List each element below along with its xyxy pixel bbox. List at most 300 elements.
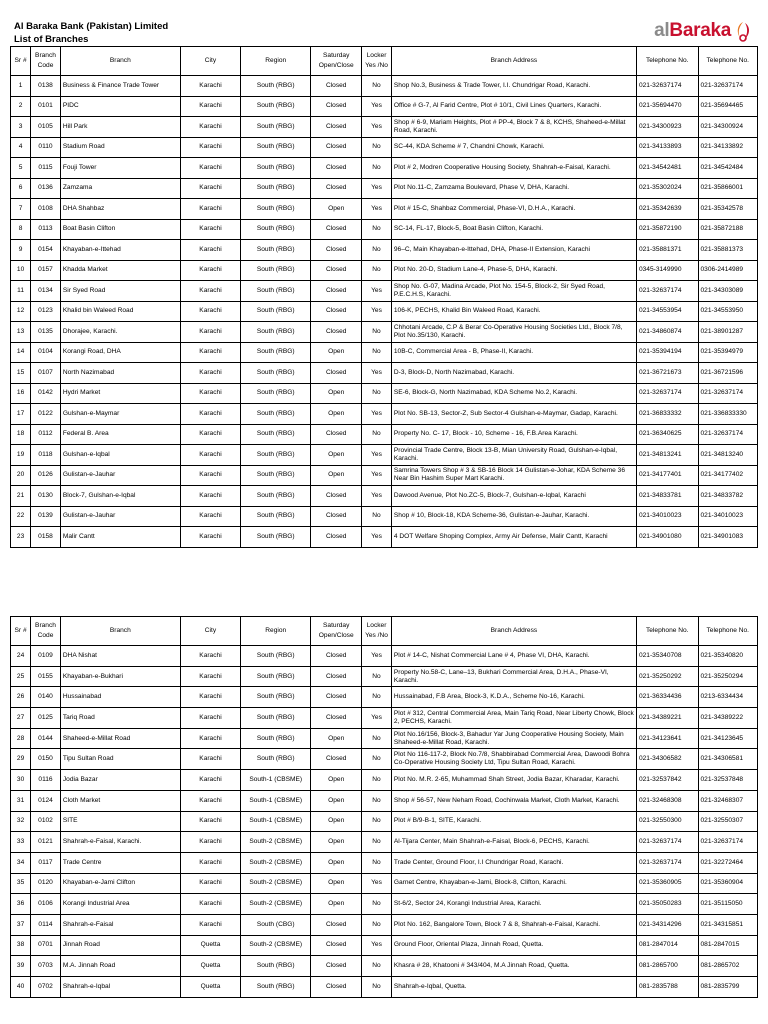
branch-code-cell: 0116 xyxy=(31,770,61,791)
telephone-2-cell: 021-32637174 xyxy=(698,424,758,445)
address-cell: Shahrah-e-Iqbal, Quetta. xyxy=(391,977,636,998)
logo-wordmark: alBaraka xyxy=(654,20,731,41)
branch-name-cell: PIDC xyxy=(60,96,180,117)
column-header: Sr # xyxy=(11,47,31,76)
branch-name-cell: Federal B. Area xyxy=(60,424,180,445)
telephone-2-cell: 021-32637174 xyxy=(698,832,758,853)
column-header: City xyxy=(180,47,240,76)
locker-cell: Yes xyxy=(362,708,392,729)
region-cell: South (RBG) xyxy=(241,137,311,158)
sr-cell: 7 xyxy=(11,199,31,220)
branch-code-cell: 0130 xyxy=(31,486,61,507)
saturday-cell: Open xyxy=(311,199,362,220)
region-cell: South (RBG) xyxy=(241,749,311,770)
telephone-2-cell: 021-32537848 xyxy=(698,770,758,791)
logo-emblem-icon xyxy=(732,19,754,43)
telephone-2-cell: 021-336833330 xyxy=(698,404,758,425)
telephone-1-cell: 021-35694470 xyxy=(636,96,698,117)
region-cell: South (RBG) xyxy=(241,977,311,998)
branch-code-cell: 0139 xyxy=(31,506,61,527)
telephone-1-cell: 021-36334436 xyxy=(636,687,698,708)
branch-code-cell: 0138 xyxy=(31,76,61,97)
telephone-1-cell: 021-34314296 xyxy=(636,914,698,935)
saturday-cell: Closed xyxy=(311,977,362,998)
branch-name-cell: Cloth Market xyxy=(60,790,180,811)
region-cell: South-1 (CBSME) xyxy=(241,811,311,832)
address-cell: St-6/2, Sector 24, Korangi Industrial Area, Karachi. xyxy=(391,894,636,915)
table-row xyxy=(11,260,758,281)
table-row xyxy=(11,404,758,425)
telephone-2-cell: 021-35394979 xyxy=(698,342,758,363)
branch-name-cell: Trade Centre xyxy=(60,852,180,873)
telephone-1-cell: 021-32550300 xyxy=(636,811,698,832)
saturday-cell: Closed xyxy=(311,935,362,956)
table-header-row xyxy=(11,617,758,646)
sr-cell: 37 xyxy=(11,914,31,935)
sr-cell: 3 xyxy=(11,117,31,138)
branch-name-cell: Gulistan-e-Jauhar xyxy=(60,465,180,486)
region-cell: South (RBG) xyxy=(241,506,311,527)
saturday-cell: Closed xyxy=(311,281,362,302)
city-cell: Karachi xyxy=(180,260,240,281)
city-cell: Karachi xyxy=(180,76,240,97)
region-cell: South (RBG) xyxy=(241,728,311,749)
locker-cell: No xyxy=(362,894,392,915)
saturday-cell: Closed xyxy=(311,76,362,97)
locker-cell: No xyxy=(362,914,392,935)
city-cell: Karachi xyxy=(180,527,240,548)
city-cell: Quetta xyxy=(180,977,240,998)
column-header: Locker Yes /No xyxy=(362,617,392,646)
city-cell: Karachi xyxy=(180,852,240,873)
address-cell: Provincial Trade Centre, Block 13-B, Mian University Road, Gulshan-e-Iqbal, Karachi. xyxy=(391,445,636,466)
sr-cell: 32 xyxy=(11,811,31,832)
locker-cell: No xyxy=(362,322,392,343)
sr-cell: 5 xyxy=(11,158,31,179)
column-header: Branch Code xyxy=(31,617,61,646)
region-cell: South (RBG) xyxy=(241,687,311,708)
branch-code-cell: 0102 xyxy=(31,811,61,832)
albaraka-logo xyxy=(654,18,754,44)
branch-name-cell: M.A. Jinnah Road xyxy=(60,956,180,977)
locker-cell: No xyxy=(362,424,392,445)
telephone-1-cell: 021-34860874 xyxy=(636,322,698,343)
locker-cell: No xyxy=(362,666,392,687)
table-row xyxy=(11,76,758,97)
saturday-cell: Closed xyxy=(311,708,362,729)
city-cell: Karachi xyxy=(180,342,240,363)
branch-name-cell: Khayaban-e-Ittehad xyxy=(60,240,180,261)
branch-code-cell: 0109 xyxy=(31,646,61,667)
region-cell: South (RBG) xyxy=(241,322,311,343)
telephone-2-cell: 021-35881373 xyxy=(698,240,758,261)
branch-code-cell: 0124 xyxy=(31,790,61,811)
saturday-cell: Closed xyxy=(311,666,362,687)
address-cell: Plot # 15-C, Shahbaz Commercial, Phase-VI, D.H.A., Karachi. xyxy=(391,199,636,220)
saturday-cell: Open xyxy=(311,811,362,832)
telephone-2-cell: 021-34542484 xyxy=(698,158,758,179)
telephone-1-cell: 021-34389221 xyxy=(636,708,698,729)
telephone-1-cell: 021-35342639 xyxy=(636,199,698,220)
address-cell: Plot # 14-C, Nishat Commercial Lane # 4, Phase VI, DHA, Karachi. xyxy=(391,646,636,667)
telephone-2-cell: 021-34303089 xyxy=(698,281,758,302)
telephone-1-cell: 021-36340625 xyxy=(636,424,698,445)
address-cell: Plot No. 162, Bangalore Town, Block 7 & 8, Shahrah-e-Faisal, Karachi. xyxy=(391,914,636,935)
telephone-2-cell: 021-34901083 xyxy=(698,527,758,548)
locker-cell: No xyxy=(362,852,392,873)
column-header: Telephone No. xyxy=(636,617,698,646)
region-cell: South-2 (CBSME) xyxy=(241,852,311,873)
branch-code-cell: 0120 xyxy=(31,873,61,894)
locker-cell: Yes xyxy=(362,96,392,117)
table-row xyxy=(11,424,758,445)
sr-cell: 22 xyxy=(11,506,31,527)
telephone-1-cell: 021-32637174 xyxy=(636,76,698,97)
city-cell: Karachi xyxy=(180,178,240,199)
city-cell: Karachi xyxy=(180,486,240,507)
branch-name-cell: Sir Syed Road xyxy=(60,281,180,302)
telephone-1-cell: 021-35394194 xyxy=(636,342,698,363)
address-cell: 4 DOT Welfare Shoping Complex, Army Air Defense, Malir Cantt, Karachi xyxy=(391,527,636,548)
branch-code-cell: 0121 xyxy=(31,832,61,853)
branch-code-cell: 0703 xyxy=(31,956,61,977)
address-cell: Plot No.11-C, Zamzama Boulevard, Phase V, DHA, Karachi. xyxy=(391,178,636,199)
address-cell: Property No. C- 17, Block - 10, Scheme - 16, F.B.Area Karachi. xyxy=(391,424,636,445)
branch-code-cell: 0125 xyxy=(31,708,61,729)
telephone-1-cell: 021-34133893 xyxy=(636,137,698,158)
saturday-cell: Closed xyxy=(311,158,362,179)
city-cell: Karachi xyxy=(180,363,240,384)
branch-code-cell: 0105 xyxy=(31,117,61,138)
sr-cell: 25 xyxy=(11,666,31,687)
column-header: Saturday Open/Close xyxy=(311,47,362,76)
document-header xyxy=(14,20,168,46)
table-row xyxy=(11,322,758,343)
region-cell: South (CBG) xyxy=(241,914,311,935)
telephone-1-cell: 021-34177401 xyxy=(636,465,698,486)
telephone-1-cell: 021-32637174 xyxy=(636,281,698,302)
address-cell: Plot # 2, Modren Cooperative Housing Society, Shahrah-e-Faisal, Karachi. xyxy=(391,158,636,179)
locker-cell: No xyxy=(362,158,392,179)
branch-code-cell: 0154 xyxy=(31,240,61,261)
saturday-cell: Open xyxy=(311,873,362,894)
sr-cell: 39 xyxy=(11,956,31,977)
branch-code-cell: 0157 xyxy=(31,260,61,281)
address-cell: SE-6, Block-G, North Nazimabad, KDA Scheme No.2, Karachi. xyxy=(391,383,636,404)
saturday-cell: Open xyxy=(311,832,362,853)
table-row xyxy=(11,770,758,791)
city-cell: Quetta xyxy=(180,935,240,956)
column-header: Saturday Open/Close xyxy=(311,617,362,646)
city-cell: Karachi xyxy=(180,465,240,486)
region-cell: South-1 (CBSME) xyxy=(241,770,311,791)
telephone-2-cell: 021-32272464 xyxy=(698,852,758,873)
city-cell: Karachi xyxy=(180,790,240,811)
telephone-2-cell: 021-34833782 xyxy=(698,486,758,507)
sr-cell: 10 xyxy=(11,260,31,281)
locker-cell: No xyxy=(362,260,392,281)
sr-cell: 17 xyxy=(11,404,31,425)
sr-cell: 9 xyxy=(11,240,31,261)
table-row xyxy=(11,687,758,708)
column-header: Telephone No. xyxy=(698,617,758,646)
address-cell: 96–C, Main Khayaban-e-Ittehad, DHA, Phase-II Extension, Karachi xyxy=(391,240,636,261)
column-header: Branch Code xyxy=(31,47,61,76)
telephone-2-cell: 021-34177402 xyxy=(698,465,758,486)
table-row xyxy=(11,117,758,138)
city-cell: Karachi xyxy=(180,811,240,832)
table-row xyxy=(11,914,758,935)
region-cell: South (RBG) xyxy=(241,666,311,687)
locker-cell: No xyxy=(362,137,392,158)
address-cell: Shop # 10, Block-18, KDA Scheme-36, Gulistan-e-Jauhar, Karachi. xyxy=(391,506,636,527)
table-row xyxy=(11,708,758,729)
saturday-cell: Closed xyxy=(311,914,362,935)
saturday-cell: Closed xyxy=(311,240,362,261)
address-cell: Al-Tijara Center, Main Shahrah-e-Faisal, Block-6, PECHS, Karachi. xyxy=(391,832,636,853)
telephone-2-cell: 021-34315851 xyxy=(698,914,758,935)
branch-code-cell: 0118 xyxy=(31,445,61,466)
city-cell: Karachi xyxy=(180,199,240,220)
region-cell: South (RBG) xyxy=(241,240,311,261)
region-cell: South (RBG) xyxy=(241,708,311,729)
telephone-2-cell: 021-32637174 xyxy=(698,383,758,404)
city-cell: Karachi xyxy=(180,240,240,261)
table-row xyxy=(11,666,758,687)
column-header: Sr # xyxy=(11,617,31,646)
sr-cell: 13 xyxy=(11,322,31,343)
branch-name-cell: Shahrah-e-Faisal, Karachi. xyxy=(60,832,180,853)
region-cell: South (RBG) xyxy=(241,96,311,117)
city-cell: Karachi xyxy=(180,158,240,179)
locker-cell: Yes xyxy=(362,281,392,302)
region-cell: South-2 (CBSME) xyxy=(241,832,311,853)
branch-name-cell: Shaheed-e-Millat Road xyxy=(60,728,180,749)
saturday-cell: Closed xyxy=(311,219,362,240)
table-row xyxy=(11,383,758,404)
address-cell: Ground Floor, Oriental Plaza, Jinnah Road, Quetta. xyxy=(391,935,636,956)
branch-code-cell: 0135 xyxy=(31,322,61,343)
saturday-cell: Closed xyxy=(311,301,362,322)
locker-cell: Yes xyxy=(362,445,392,466)
table-row xyxy=(11,790,758,811)
saturday-cell: Open xyxy=(311,728,362,749)
address-cell: Shop No.3, Business & Trade Tower, I.I. Chundrigar Road, Karachi. xyxy=(391,76,636,97)
region-cell: South (RBG) xyxy=(241,363,311,384)
branch-code-cell: 0158 xyxy=(31,527,61,548)
sr-cell: 27 xyxy=(11,708,31,729)
sr-cell: 40 xyxy=(11,977,31,998)
saturday-cell: Closed xyxy=(311,506,362,527)
branch-name-cell: Gulshan-e-Maymar xyxy=(60,404,180,425)
region-cell: South (RBG) xyxy=(241,76,311,97)
telephone-2-cell: 0306-2414989 xyxy=(698,260,758,281)
saturday-cell: Open xyxy=(311,404,362,425)
telephone-1-cell: 021-32637174 xyxy=(636,852,698,873)
region-cell: South-2 (CBSME) xyxy=(241,935,311,956)
locker-cell: No xyxy=(362,977,392,998)
telephone-2-cell: 021-34813240 xyxy=(698,445,758,466)
column-header: Branch xyxy=(60,617,180,646)
table-row xyxy=(11,363,758,384)
branch-code-cell: 0101 xyxy=(31,96,61,117)
branch-name-cell: Khayaban-e-Jami Clifton xyxy=(60,873,180,894)
city-cell: Karachi xyxy=(180,873,240,894)
telephone-2-cell: 021-32468307 xyxy=(698,790,758,811)
sr-cell: 4 xyxy=(11,137,31,158)
table-row xyxy=(11,301,758,322)
region-cell: South (RBG) xyxy=(241,383,311,404)
sr-cell: 1 xyxy=(11,76,31,97)
address-cell: Plot No.16/156, Block-3, Bahadur Yar Jung Cooperative Housing Society, Main Shaheed-e-Millat Road, Karachi. xyxy=(391,728,636,749)
table-row xyxy=(11,506,758,527)
locker-cell: No xyxy=(362,832,392,853)
table-row xyxy=(11,199,758,220)
telephone-1-cell: 021-34300923 xyxy=(636,117,698,138)
branch-code-cell: 0117 xyxy=(31,852,61,873)
telephone-1-cell: 021-34553954 xyxy=(636,301,698,322)
telephone-2-cell: 081-2847015 xyxy=(698,935,758,956)
city-cell: Karachi xyxy=(180,424,240,445)
column-header: City xyxy=(180,617,240,646)
locker-cell: Yes xyxy=(362,301,392,322)
locker-cell: Yes xyxy=(362,363,392,384)
telephone-2-cell: 021-34553950 xyxy=(698,301,758,322)
table-row xyxy=(11,646,758,667)
branch-code-cell: 0112 xyxy=(31,424,61,445)
table-row xyxy=(11,811,758,832)
saturday-cell: Closed xyxy=(311,687,362,708)
table-row xyxy=(11,342,758,363)
sr-cell: 28 xyxy=(11,728,31,749)
address-cell: Hussainabad, F.B Area, Block-3, K.D.A., Scheme No-16, Karachi. xyxy=(391,687,636,708)
address-cell: SC-44, KDA Scheme # 7, Chandni Chowk, Karachi. xyxy=(391,137,636,158)
address-cell: Shop # 6-9, Mariam Heights, Plot # PP-4, Block 7 & 8, KCHS, Shaheed-e-Millat Road, Karachi. xyxy=(391,117,636,138)
saturday-cell: Closed xyxy=(311,749,362,770)
table-row xyxy=(11,445,758,466)
locker-cell: Yes xyxy=(362,646,392,667)
locker-cell: No xyxy=(362,811,392,832)
sr-cell: 24 xyxy=(11,646,31,667)
sr-cell: 21 xyxy=(11,486,31,507)
city-cell: Karachi xyxy=(180,832,240,853)
telephone-1-cell: 021-35250292 xyxy=(636,666,698,687)
city-cell: Karachi xyxy=(180,506,240,527)
telephone-1-cell: 021-32468308 xyxy=(636,790,698,811)
locker-cell: Yes xyxy=(362,486,392,507)
region-cell: South (RBG) xyxy=(241,199,311,220)
branch-code-cell: 0140 xyxy=(31,687,61,708)
telephone-1-cell: 021-36833332 xyxy=(636,404,698,425)
branch-code-cell: 0702 xyxy=(31,977,61,998)
region-cell: South (RBG) xyxy=(241,219,311,240)
branch-name-cell: Gulshan-e-Iqbal xyxy=(60,445,180,466)
locker-cell: No xyxy=(362,342,392,363)
address-cell: SC-14, FL-17, Block-5, Boat Basin Clifton, Karachi. xyxy=(391,219,636,240)
region-cell: South (RBG) xyxy=(241,465,311,486)
sr-cell: 34 xyxy=(11,852,31,873)
branch-code-cell: 0106 xyxy=(31,894,61,915)
telephone-2-cell: 021-35866001 xyxy=(698,178,758,199)
branch-name-cell: DHA Shahbaz xyxy=(60,199,180,220)
saturday-cell: Closed xyxy=(311,424,362,445)
branch-code-cell: 0155 xyxy=(31,666,61,687)
branch-name-cell: Fouji Tower xyxy=(60,158,180,179)
telephone-2-cell: 021-36721596 xyxy=(698,363,758,384)
saturday-cell: Open xyxy=(311,342,362,363)
saturday-cell: Open xyxy=(311,383,362,404)
telephone-2-cell: 021-35340820 xyxy=(698,646,758,667)
branch-name-cell: SITE xyxy=(60,811,180,832)
city-cell: Karachi xyxy=(180,281,240,302)
locker-cell: Yes xyxy=(362,465,392,486)
sr-cell: 18 xyxy=(11,424,31,445)
telephone-2-cell: 021-34389222 xyxy=(698,708,758,729)
city-cell: Quetta xyxy=(180,956,240,977)
city-cell: Karachi xyxy=(180,404,240,425)
column-header: Region xyxy=(241,47,311,76)
branch-code-cell: 0142 xyxy=(31,383,61,404)
telephone-2-cell: 021-38901287 xyxy=(698,322,758,343)
telephone-2-cell: 021-35250294 xyxy=(698,666,758,687)
column-header: Branch Address xyxy=(391,617,636,646)
branch-name-cell: DHA Nishat xyxy=(60,646,180,667)
telephone-1-cell: 021-32637174 xyxy=(636,832,698,853)
telephone-1-cell: 021-32537842 xyxy=(636,770,698,791)
column-header: Telephone No. xyxy=(636,47,698,76)
address-cell: Garnet Centre, Khayaban-e-Jami, Block-8, Clifton, Karachi. xyxy=(391,873,636,894)
branch-code-cell: 0108 xyxy=(31,199,61,220)
telephone-2-cell: 021-32637174 xyxy=(698,76,758,97)
city-cell: Karachi xyxy=(180,894,240,915)
branch-name-cell: Korangi Industrial Area xyxy=(60,894,180,915)
table-row xyxy=(11,832,758,853)
address-cell: Plot No. SB-13, Sector-Z, Sub Sector-4 Gulshan-e-Maymar, Gadap, Karachi. xyxy=(391,404,636,425)
saturday-cell: Closed xyxy=(311,96,362,117)
locker-cell: No xyxy=(362,770,392,791)
city-cell: Karachi xyxy=(180,708,240,729)
table-row xyxy=(11,956,758,977)
sr-cell: 8 xyxy=(11,219,31,240)
sr-cell: 23 xyxy=(11,527,31,548)
city-cell: Karachi xyxy=(180,117,240,138)
table-row xyxy=(11,96,758,117)
telephone-2-cell: 021-34133892 xyxy=(698,137,758,158)
saturday-cell: Open xyxy=(311,852,362,873)
sr-cell: 2 xyxy=(11,96,31,117)
telephone-1-cell: 021-36721673 xyxy=(636,363,698,384)
table-row xyxy=(11,158,758,179)
region-cell: South (RBG) xyxy=(241,117,311,138)
table-header-row xyxy=(11,47,758,76)
address-cell: Khasra # 28, Khatooni # 343/404, M.A Jinnah Road, Quetta. xyxy=(391,956,636,977)
telephone-1-cell: 021-34123641 xyxy=(636,728,698,749)
table-row xyxy=(11,728,758,749)
telephone-2-cell: 021-32550307 xyxy=(698,811,758,832)
city-cell: Karachi xyxy=(180,219,240,240)
sr-cell: 14 xyxy=(11,342,31,363)
branch-name-cell: Dhorajee, Karachi. xyxy=(60,322,180,343)
region-cell: South (RBG) xyxy=(241,486,311,507)
region-cell: South (RBG) xyxy=(241,301,311,322)
column-header: Branch xyxy=(60,47,180,76)
city-cell: Karachi xyxy=(180,646,240,667)
branch-code-cell: 0134 xyxy=(31,281,61,302)
branch-code-cell: 0114 xyxy=(31,914,61,935)
telephone-1-cell: 021-34306582 xyxy=(636,749,698,770)
city-cell: Karachi xyxy=(180,96,240,117)
region-cell: South (RBG) xyxy=(241,646,311,667)
